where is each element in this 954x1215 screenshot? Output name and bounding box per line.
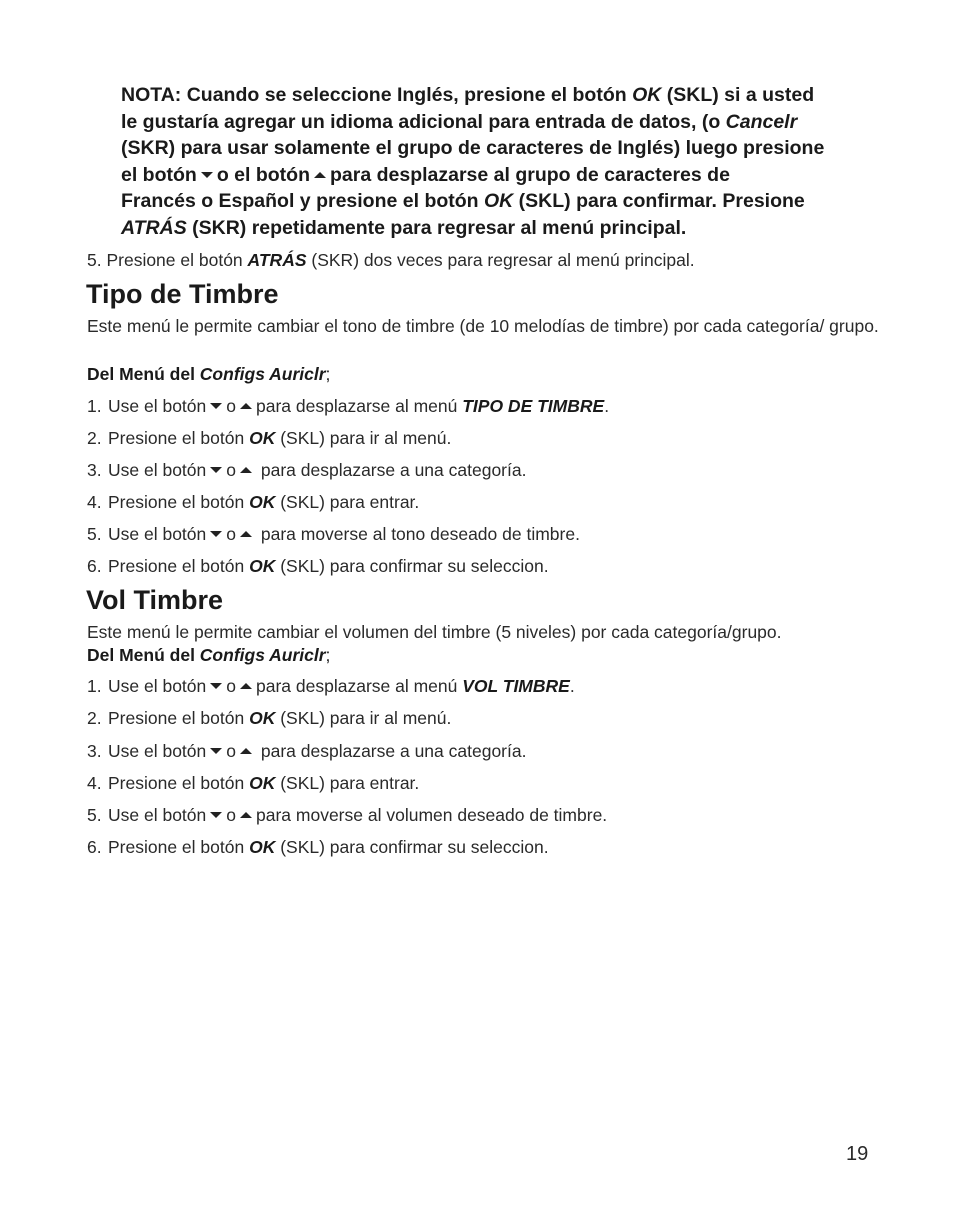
note-block (121, 82, 851, 242)
step-item: 2. Presione el botón OK (SKL) para ir al menú. (87, 428, 452, 448)
step-item: 4. Presione el botón OK (SKL) para entrar. (87, 773, 420, 793)
up-arrow-icon (240, 531, 252, 537)
up-arrow-icon (240, 403, 252, 409)
up-arrow-icon (240, 467, 252, 473)
note-line: ATRÁS (SKR) repetidamente para regresar al menú principal. (121, 216, 687, 239)
note-line: le gustaría agregar un idioma adicional para entrada de datos, (o Cancelr (121, 110, 798, 133)
up-arrow-icon (314, 172, 326, 178)
note-line: el botón o el botón para desplazarse al grupo de caracteres de (121, 163, 730, 186)
down-arrow-icon (210, 467, 222, 473)
down-arrow-icon (210, 531, 222, 537)
up-arrow-icon (240, 812, 252, 818)
section-heading-vol-timbre: Vol Timbre (86, 585, 224, 615)
step-item: 5. Use el botón o para moverse al tono deseado de timbre. (87, 524, 580, 544)
menu-path-label: Del Menú del Configs Auriclr; (87, 364, 331, 384)
note-line: Francés o Español y presione el botón OK (SKL) para confirmar. Presione (121, 190, 805, 213)
down-arrow-icon (201, 172, 213, 178)
step-item: 6. Presione el botón OK (SKL) para confirmar su seleccion. (87, 556, 549, 576)
up-arrow-icon (240, 683, 252, 689)
step-item: 2. Presione el botón OK (SKL) para ir al menú. (87, 708, 452, 728)
down-arrow-icon (210, 812, 222, 818)
note-line: NOTA: Cuando se seleccione Inglés, presione el botón OK (SKL) si a usted (121, 84, 815, 106)
step-item: 1. Use el botón o para desplazarse al menú TIPO DE TIMBRE. (87, 396, 610, 416)
section-heading-tipo-de-timbre: Tipo de Timbre (86, 279, 279, 309)
step-item: 5. Use el botón o para moverse al volumen deseado de timbre. (87, 805, 608, 825)
down-arrow-icon (210, 748, 222, 754)
down-arrow-icon (210, 683, 222, 689)
section-description: Este menú le permite cambiar el tono de timbre (de 10 melodías de timbre) por cada categoría/ grupo. (87, 316, 879, 336)
menu-path-label: Del Menú del Configs Auriclr; (87, 645, 331, 665)
step-item: 3. Use el botón o para desplazarse a una categoría. (87, 460, 527, 480)
step-item: 6. Presione el botón OK (SKL) para confirmar su seleccion. (87, 837, 549, 857)
page-number: 19 (846, 1143, 869, 1165)
up-arrow-icon (240, 748, 252, 754)
note-line: (SKR) para usar solamente el grupo de caracteres de Inglés) luego presione (121, 137, 825, 160)
down-arrow-icon (210, 403, 222, 409)
previous-step-5: 5. Presione el botón ATRÁS (SKR) dos veces para regresar al menú principal. (87, 250, 695, 270)
section-description: Este menú le permite cambiar el volumen del timbre (5 niveles) por cada categoría/grupo. (87, 622, 782, 642)
step-item: 3. Use el botón o para desplazarse a una categoría. (87, 741, 527, 761)
step-item: 1. Use el botón o para desplazarse al menú VOL TIMBRE. (87, 676, 575, 696)
step-item: 4. Presione el botón OK (SKL) para entrar. (87, 492, 420, 512)
